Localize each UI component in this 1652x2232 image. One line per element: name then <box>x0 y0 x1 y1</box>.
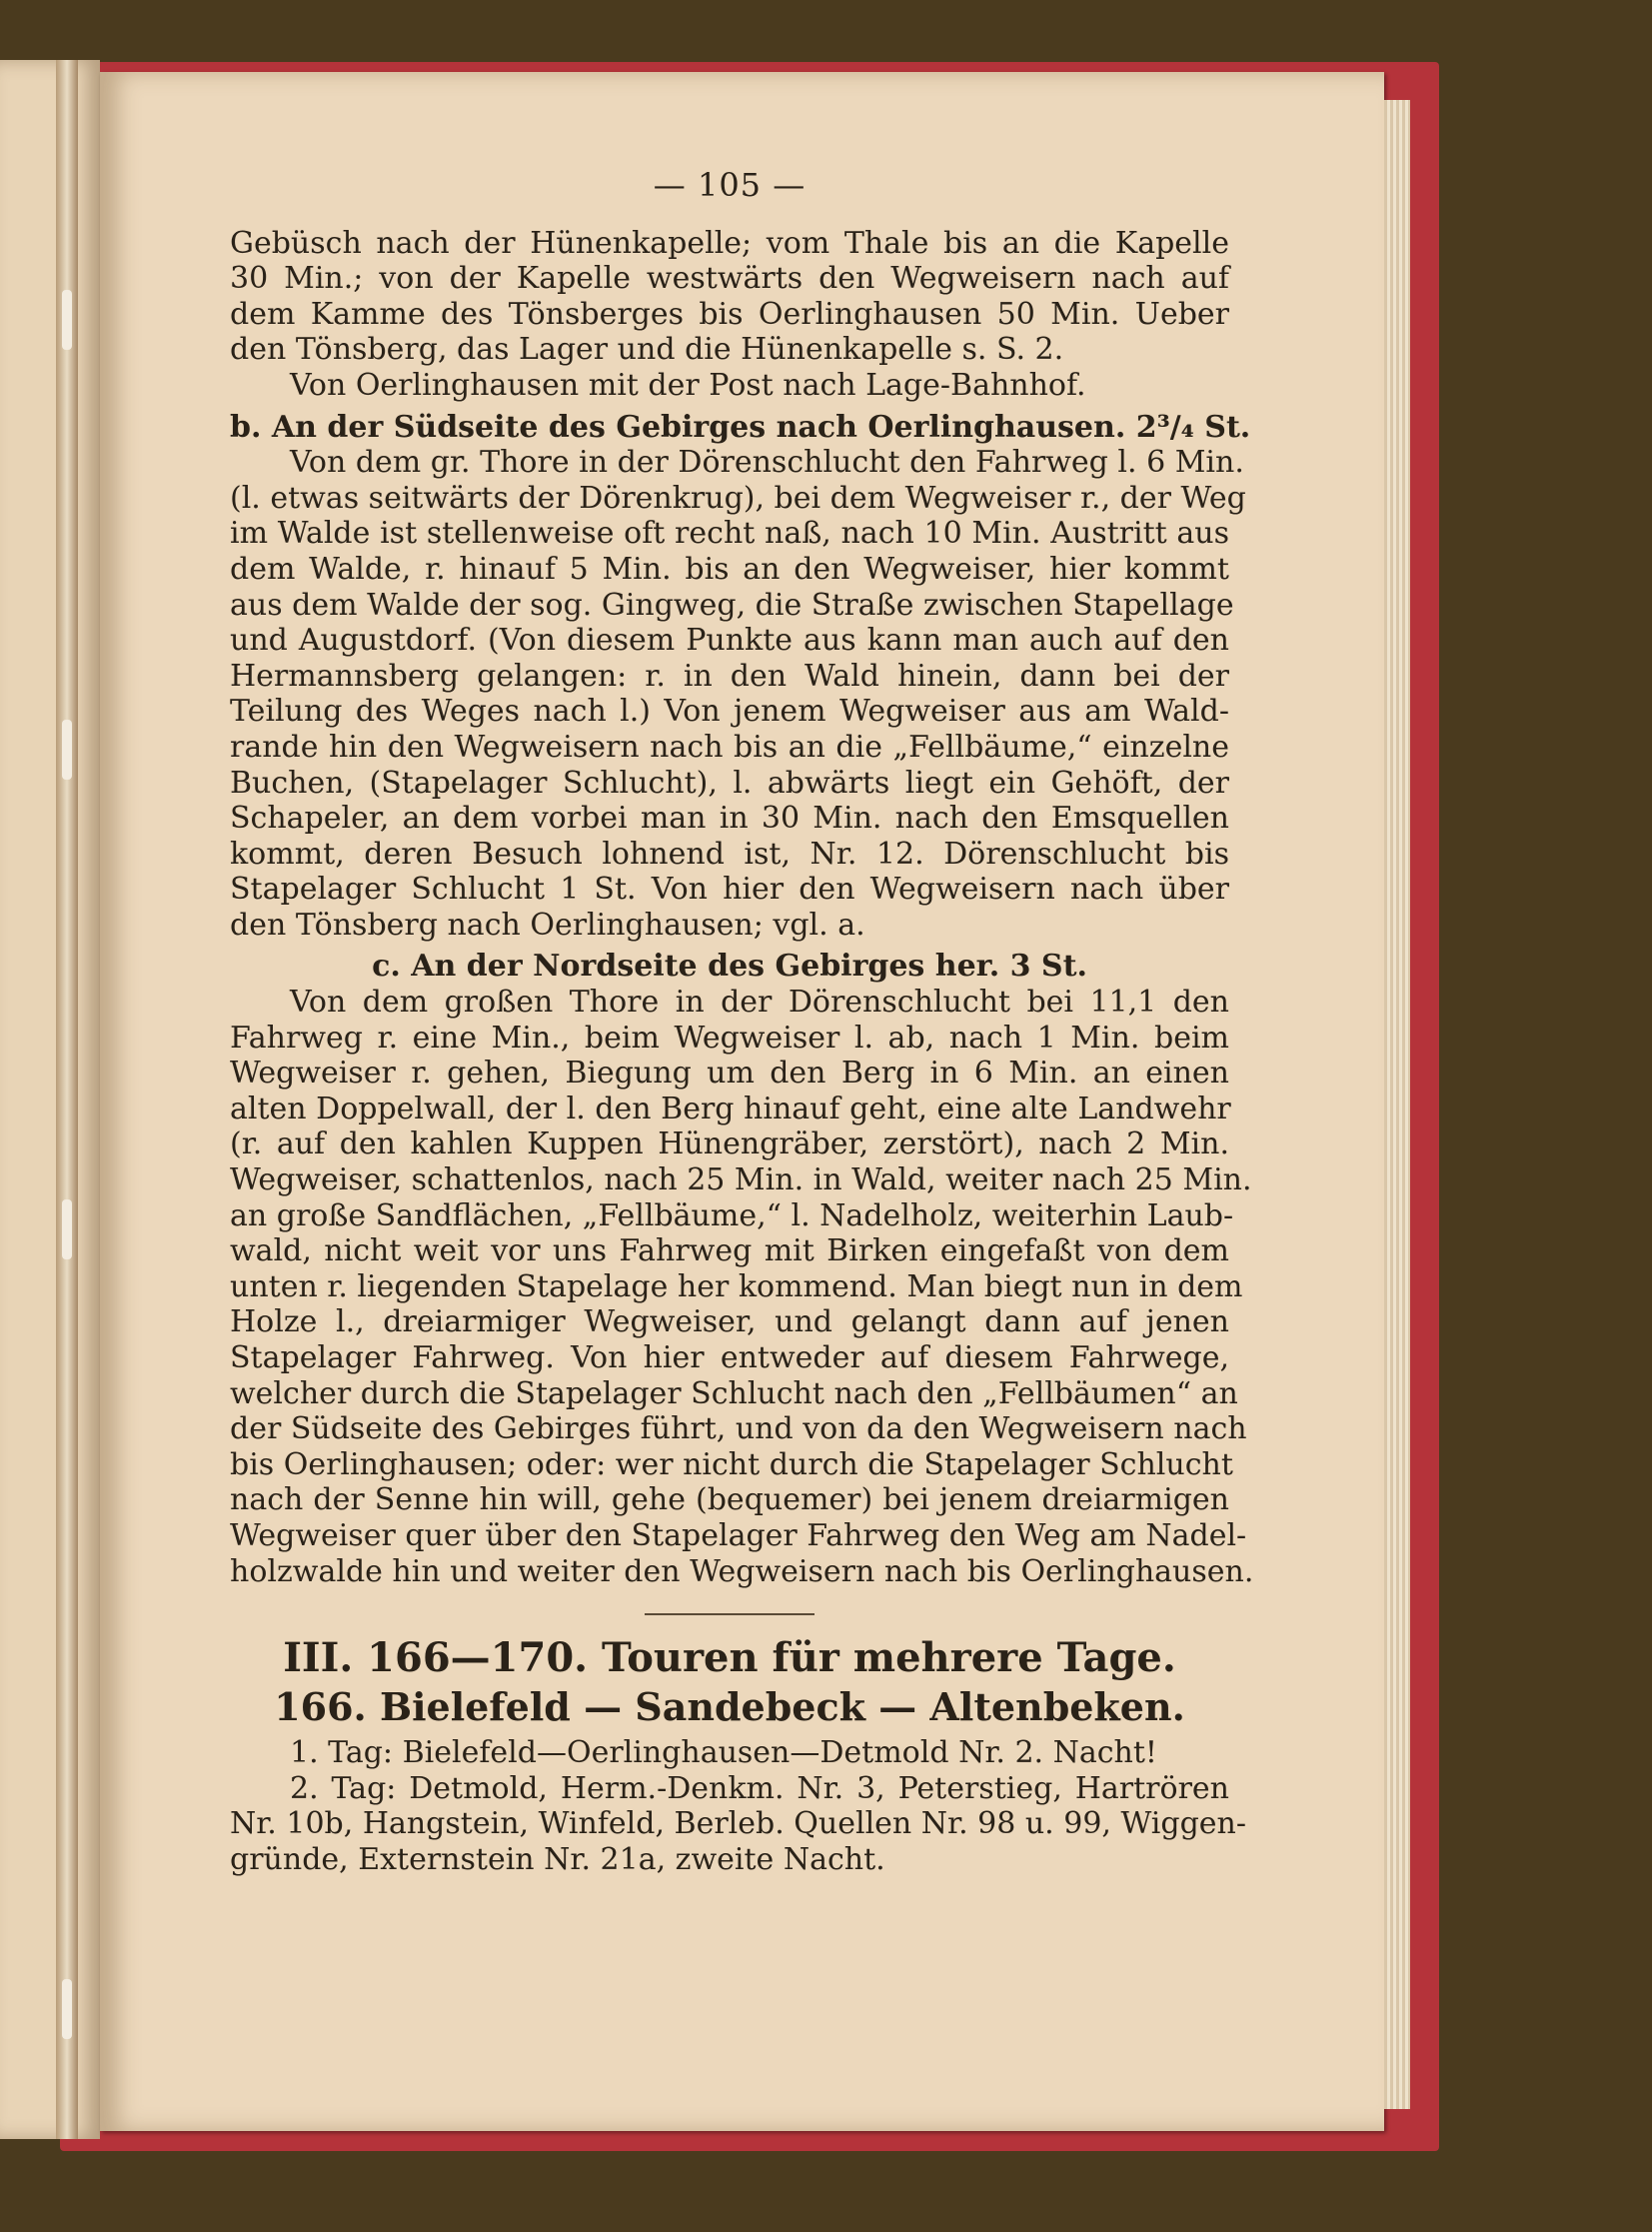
text-line: und Augustdorf. (Von diesem Punkte aus kann man auch auf den <box>230 623 1229 659</box>
text-line: 30 Min.; von der Kapelle westwärts den Wegweisern nach auf <box>230 261 1229 297</box>
text-line: Hermannsberg gelangen: r. in den Wald hinein, dann bei der <box>230 658 1229 694</box>
section-c-heading: c. An der Nordseite des Gebirges her. 3 St. <box>372 949 1087 985</box>
text-line: (r. auf den kahlen Kuppen Hünengräber, zerstört), nach 2 Min. <box>230 1126 1229 1162</box>
binding-thread <box>62 1979 72 2039</box>
text-line: im Walde ist stellenweise oft recht naß, nach 10 Min. Austritt aus <box>230 516 1229 552</box>
text-line: der Südseite des Gebirges führt, und von da den Wegweisern nach <box>230 1411 1247 1447</box>
text-line: Von Oerlinghausen mit der Post nach Lage-Bahnhof. <box>290 367 1086 403</box>
binding-thread <box>62 1199 72 1259</box>
section-divider <box>645 1613 815 1615</box>
text-line: Buchen, (Stapelager Schlucht), l. abwärts liegt ein Gehöft, der <box>230 765 1229 801</box>
text-line: rande hin den Wegweisern nach bis an die „Fellbäume,“ einzelne <box>230 729 1229 765</box>
text-line: holzwalde hin und weiter den Wegweisern nach bis Oerlinghausen. <box>230 1553 1254 1589</box>
text-line: Stapelager Schlucht 1 St. Von hier den Wegweisern nach über <box>230 872 1229 908</box>
text-line: dem Walde, r. hinauf 5 Min. bis an den Wegweiser, hier kommt <box>230 551 1229 587</box>
text-line: Wegweiser r. gehen, Biegung um den Berg in 6 Min. an einen <box>230 1056 1229 1092</box>
text-line: wald, nicht weit vor uns Fahrweg mit Birken eingefaßt von dem <box>230 1233 1229 1269</box>
text-line: Von dem gr. Thore in der Dörenschlucht den Fahrweg l. 6 Min. <box>290 445 1244 481</box>
facing-page <box>0 60 100 2139</box>
text-line: bis Oerlinghausen; oder: wer nicht durch die Stapelager Schlucht <box>230 1446 1233 1482</box>
tour-166-title: 166. Bielefeld — Sandebeck — Altenbeken. <box>274 1684 1185 1730</box>
text-line: Wegweiser, schattenlos, nach 25 Min. in Wald, weiter nach 25 Min. <box>230 1162 1252 1198</box>
text-line: 1. Tag: Bielefeld—Oerlinghausen—Detmold Nr. 2. Nacht! <box>290 1735 1157 1771</box>
paragraph-a <box>230 226 1229 404</box>
text-line: Stapelager Fahrweg. Von hier entweder auf diesem Fahrwege, <box>230 1340 1229 1375</box>
text-line: den Tönsberg, das Lager und die Hünenkapelle s. S. 2. <box>230 332 1064 368</box>
text-line: Fahrweg r. eine Min., beim Wegweiser l. ab, nach 1 Min. beim <box>230 1020 1229 1056</box>
text-line: Nr. 10b, Hangstein, Winfeld, Berleb. Quellen Nr. 98 u. 99, Wiggen- <box>230 1806 1247 1842</box>
text-line: unten r. liegenden Stapelage her kommend. Man biegt nun in dem <box>230 1268 1243 1304</box>
text-line: alten Doppelwall, der l. den Berg hinauf geht, eine alte Landwehr <box>230 1091 1231 1126</box>
book-binding <box>56 60 78 2139</box>
binding-thread <box>62 290 72 350</box>
text-line: gründe, Externstein Nr. 21a, zweite Nacht. <box>230 1841 885 1877</box>
text-line: aus dem Walde der sog. Gingweg, die Straße zwischen Stapellage <box>230 587 1234 623</box>
text-line: Von dem großen Thore in der Dörenschlucht bei 11,1 den <box>290 985 1229 1021</box>
text-line: Wegweiser quer über den Stapelager Fahrweg den Weg am Nadel- <box>230 1517 1247 1553</box>
text-line: Teilung des Weges nach l.) Von jenem Wegweiser aus am Wald- <box>230 694 1229 730</box>
page-text <box>230 166 1254 1878</box>
text-line: den Tönsberg nach Oerlinghausen; vgl. a. <box>230 907 865 943</box>
page-number: — 105 — <box>653 166 807 204</box>
section-b-heading: b. An der Südseite des Gebirges nach Oerlinghausen. 2³/₄ St. <box>230 409 1251 445</box>
section-b-body <box>230 445 1246 943</box>
page-edges <box>1384 100 1410 2109</box>
text-line: (l. etwas seitwärts der Dörenkrug), bei dem Wegweiser r., der Weg <box>230 480 1246 516</box>
section-c-body <box>230 985 1254 1589</box>
section-iii-title: III. 166—170. Touren für mehrere Tage. <box>283 1634 1176 1682</box>
text-line: dem Kamme des Tönsberges bis Oerlinghausen 50 Min. Ueber <box>230 296 1229 332</box>
text-line: kommt, deren Besuch lohnend ist, Nr. 12. Dörenschlucht bis <box>230 836 1229 872</box>
text-line: an große Sandflächen, „Fellbäume,“ l. Nadelholz, weiterhin Laub- <box>230 1197 1234 1233</box>
binding-thread <box>62 720 72 780</box>
tour-166-body <box>230 1735 1247 1877</box>
text-line: Holze l., dreiarmiger Wegweiser, und gelangt dann auf jenen <box>230 1304 1229 1340</box>
text-line: 2. Tag: Detmold, Herm.-Denkm. Nr. 3, Peterstieg, Hartrören <box>290 1770 1229 1806</box>
text-line: welcher durch die Stapelager Schlucht nach den „Fellbäumen“ an <box>230 1375 1238 1411</box>
text-line: Schapeler, an dem vorbei man in 30 Min. nach den Emsquellen <box>230 801 1229 837</box>
text-line: Gebüsch nach der Hünenkapelle; vom Thale bis an die Kapelle <box>230 225 1229 261</box>
text-line: nach der Senne hin will, gehe (bequemer) bei jenem dreiarmigen <box>230 1482 1229 1518</box>
